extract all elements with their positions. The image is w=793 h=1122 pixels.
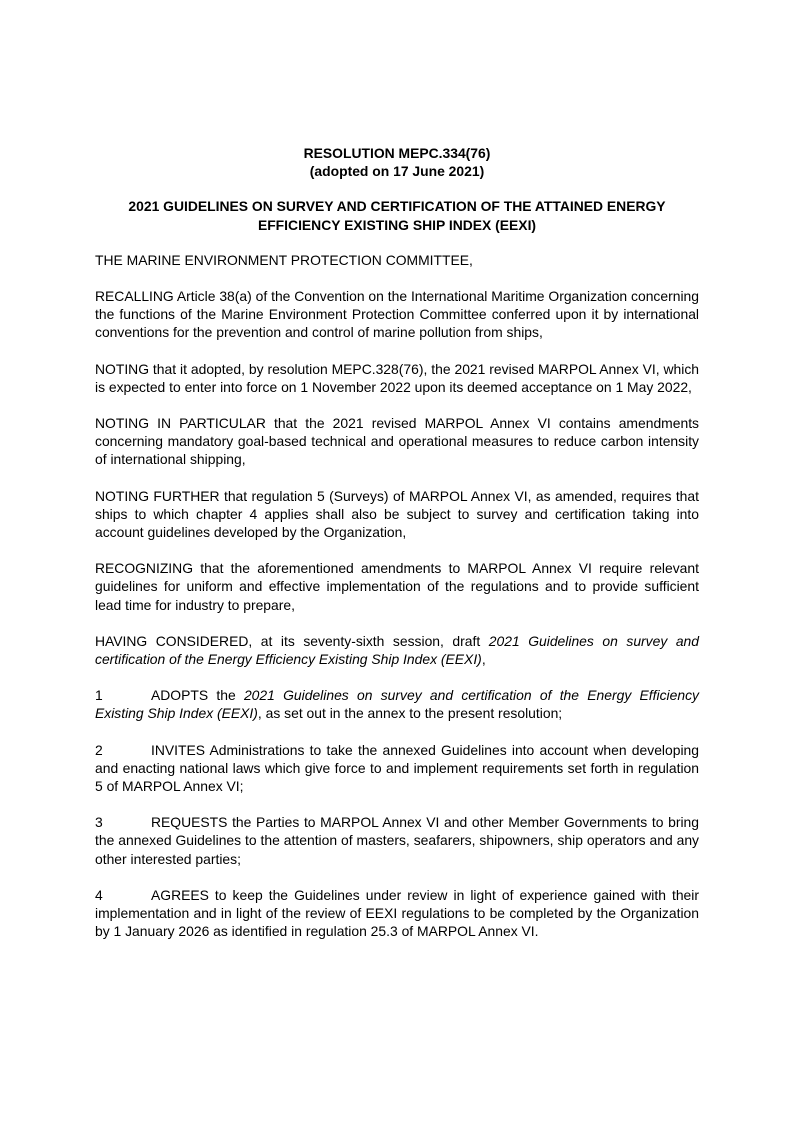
operative-paragraph-2	[95, 741, 699, 796]
resolution-number: RESOLUTION MEPC.334(76)	[303, 145, 491, 161]
title-line-2: EFFICIENCY EXISTING SHIP INDEX (EEXI)	[257, 216, 537, 233]
noting-paragraph: NOTING that it adopted, by resolution MEPC.328(76), the 2021 revised MARPOL Annex VI, which is expected to enter into force on 1 November 2022 upon its deemed acceptance on 1 May 2022,	[95, 360, 699, 395]
document-content	[95, 144, 699, 941]
having-considered-paragraph	[95, 632, 699, 668]
recognizing-paragraph: RECOGNIZING that the aforementioned amendments to MARPOL Annex VI require relevant guidelines for uniform and effective implementation of the regulations and to provide sufficient lead time for industry to prepare,	[95, 560, 699, 613]
document-title	[95, 197, 699, 233]
requests-text: REQUESTS the Parties to MARPOL Annex VI and other Member Governments to bring the annexed Guidelines to the attention of masters, seafarers, shipowners, ship operators and any other interested parties;	[95, 814, 699, 867]
invites-text: INVITES Administrations to take the annexed Guidelines into account when developing and enacting national laws which give force to and implement requirements set forth in regulation 5 of MARPOL Annex VI;	[95, 741, 699, 795]
operative-paragraph-1	[95, 686, 699, 722]
paragraph-number: 1	[95, 687, 103, 704]
resolution-header	[95, 144, 699, 180]
noting-further-paragraph: NOTING FURTHER that regulation 5 (Surveys) of MARPOL Annex VI, as amended, requires that ships to which chapter 4 applies shall also be subject to survey and certification taking into account guidelines developed by the Organization,	[95, 487, 699, 541]
operative-paragraph-3	[95, 813, 699, 868]
paragraph-number: 2	[95, 741, 103, 758]
having-considered-prefix: HAVING CONSIDERED, at its seventy-sixth session, draft	[95, 632, 489, 649]
title-line-1: 2021 GUIDELINES ON SURVEY AND CERTIFICATION OF THE ATTAINED ENERGY	[128, 198, 666, 215]
having-considered-suffix: ,	[481, 651, 486, 668]
noting-in-particular-paragraph: NOTING IN PARTICULAR that the 2021 revised MARPOL Annex VI contains amendments concerning mandatory goal-based technical and operational measures to reduce carbon intensity of international shipping,	[95, 415, 699, 468]
adopts-prefix: ADOPTS the	[151, 687, 244, 704]
adoption-date: (adopted on 17 June 2021)	[309, 163, 485, 180]
operative-paragraph-4	[95, 886, 699, 941]
paragraph-number: 4	[95, 886, 103, 903]
having-considered-title: 2021 Guidelines on survey and certification of the Energy Efficiency Existing Ship Index (EEXI)	[95, 632, 699, 668]
adopts-guidelines-title: 2021 Guidelines on survey and certification of the Energy Efficiency Existing Ship Index (EEXI)	[95, 687, 699, 722]
paragraph-number: 3	[95, 814, 103, 831]
recalling-paragraph: RECALLING Article 38(a) of the Convention on the International Maritime Organization concerning the functions of the Marine Environment Protection Committee conferred upon it by international conventions for the prevention and control of marine pollution from ships,	[95, 288, 699, 341]
adopts-suffix: , as set out in the annex to the present resolution;	[257, 705, 563, 722]
committee-paragraph: THE MARINE ENVIRONMENT PROTECTION COMMITTEE,	[95, 251, 473, 268]
agrees-text: AGREES to keep the Guidelines under review in light of experience gained with their implementation and in light of the review of EEXI regulations to be completed by the Organization by 1 January 2026 as identified in regulation 25.3 of MARPOL Annex VI.	[95, 886, 699, 940]
